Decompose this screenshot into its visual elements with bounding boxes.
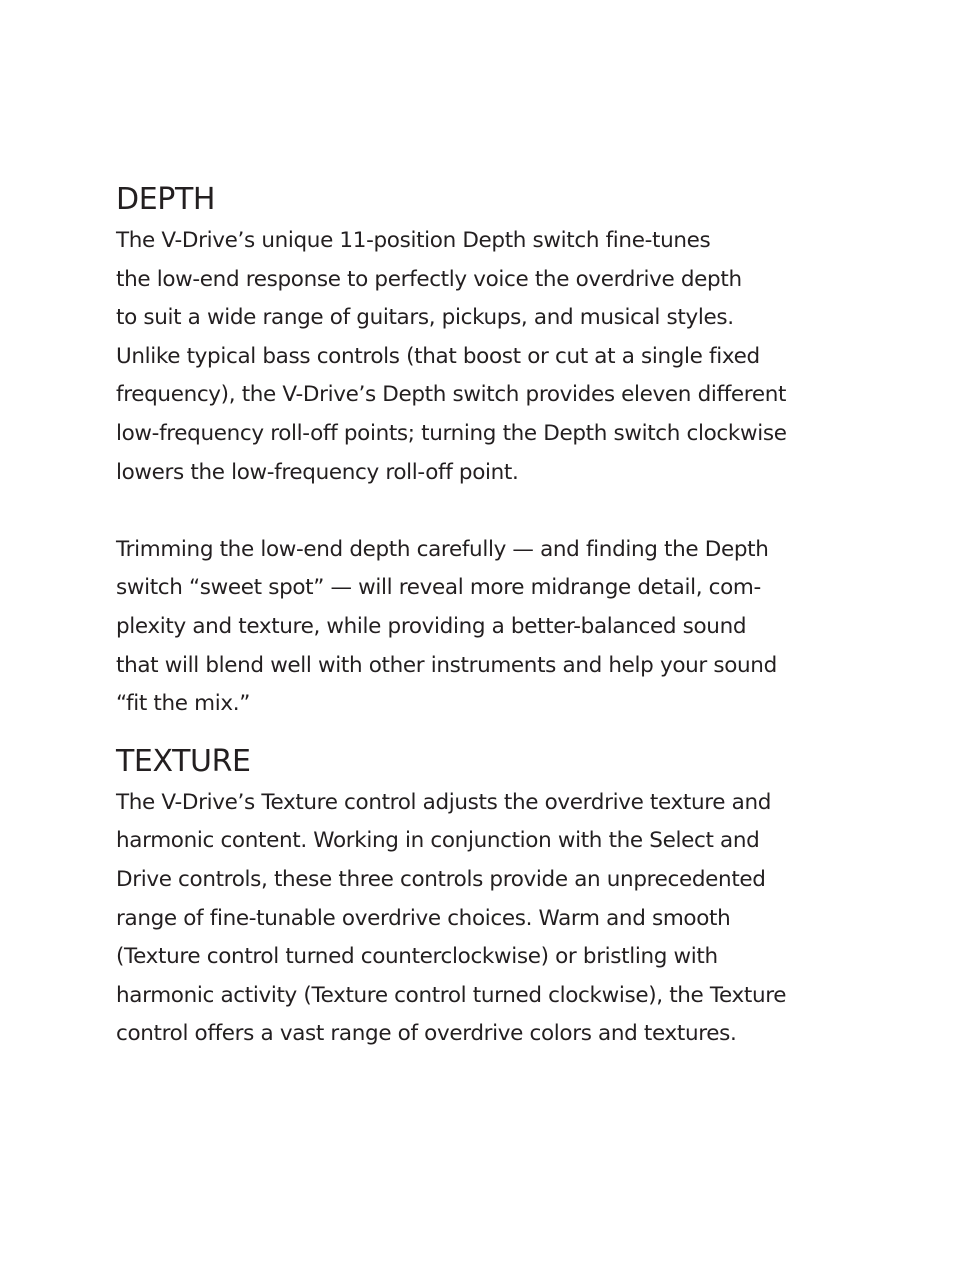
text-line: Trimming the low-end depth carefully — and finding the Depth	[116, 536, 769, 562]
section-texture	[116, 740, 836, 1054]
text-line: that will blend well with other instruments and help your sound	[116, 652, 777, 678]
section-heading-depth: DEPTH	[116, 182, 216, 217]
text-line: frequency), the V-Drive’s Depth switch provides eleven different	[116, 382, 787, 408]
text-line: The V-Drive’s unique 11-position Depth switch fine-tunes	[116, 228, 711, 253]
text-line: plexity and texture, while providing a better-balanced sound	[116, 613, 747, 639]
text-line: to suit a wide range of guitars, pickups, and musical styles.	[116, 305, 734, 331]
text-line: harmonic activity (Texture control turned clockwise), the Texture	[116, 982, 787, 1008]
text-line: harmonic content. Working in conjunction with the Select and	[116, 828, 760, 854]
text-line: lowers the low-frequency roll-off point.	[116, 459, 519, 485]
text-line: switch “sweet spot” — will reveal more midrange detail, com-	[116, 575, 761, 601]
section-spacer	[116, 724, 836, 740]
text-line: Unlike typical bass controls (that boost or cut at a single fixed	[116, 343, 760, 369]
text-line: range of fine-tunable overdrive choices. Warm and smooth	[116, 905, 731, 931]
document-page	[116, 178, 836, 1054]
section-depth	[116, 178, 836, 724]
text-line: the low-end response to perfectly voice the overdrive depth	[116, 266, 742, 292]
paragraph-texture-1	[116, 784, 836, 1054]
text-line: low-frequency roll-off points; turning the Depth switch clockwise	[116, 420, 787, 446]
paragraph-spacer	[116, 492, 836, 531]
text-line: “fit the mix.”	[116, 691, 251, 717]
text-line: Drive controls, these three controls provide an unprecedented	[116, 866, 766, 892]
section-heading-texture: TEXTURE	[116, 743, 251, 779]
text-line: The V-Drive’s Texture control adjusts the overdrive texture and	[116, 789, 772, 815]
paragraph-depth-2	[116, 531, 836, 724]
text-line: control offers a vast range of overdrive colors and textures.	[116, 1021, 737, 1047]
text-line: (Texture control turned counterclockwise) or bristling with	[116, 944, 718, 970]
paragraph-depth-1	[116, 222, 836, 492]
